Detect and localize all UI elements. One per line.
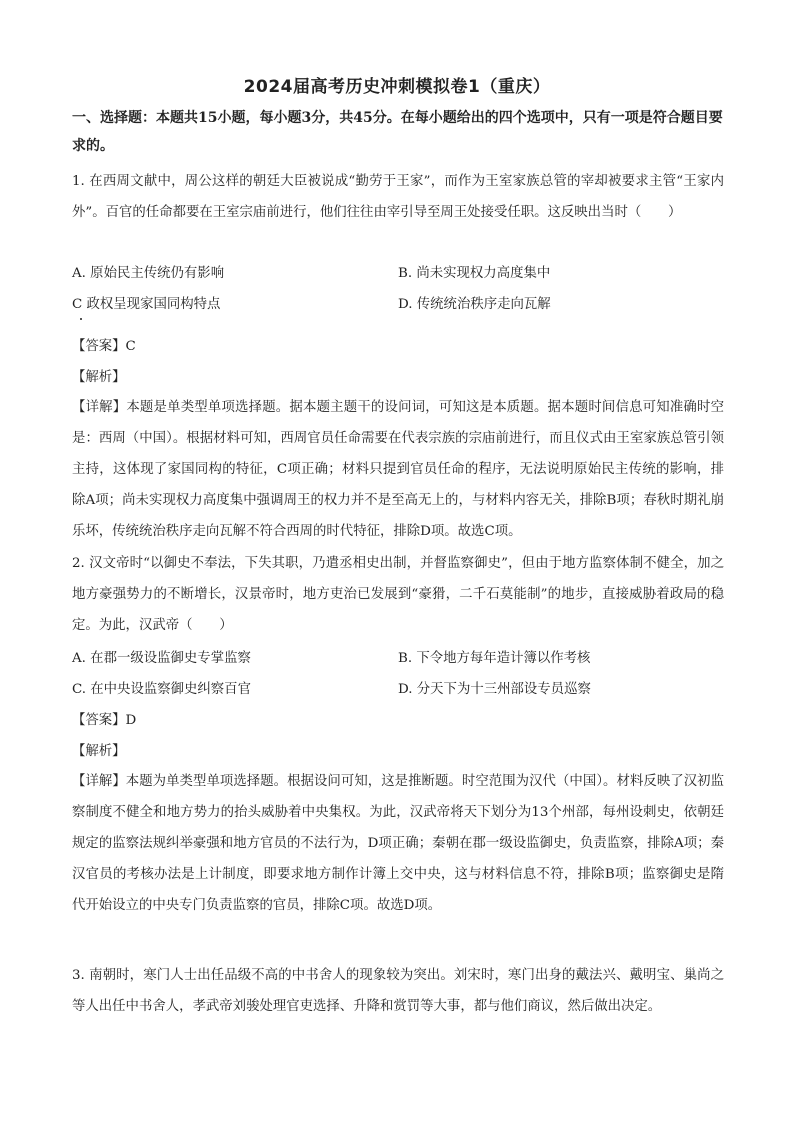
question-1-detail: 【详解】本题是单类型单项选择题。据本题主题干的设问词，可知这是本质题。据本题时间信息可知准确时空是：西周（中国）。根据材料可知，西周官员任命需要在代表宗族的宗庙前进行，而且仪式由王室家族总管引领主持，这体现了家国同构的特征，C项正确；材料只提到官员任命的程序，无法说明原始民主传统的影响，排除A项；尚未实现权力高度集中强调周王的权力并不是至高无上的，与材料内容无关，排除B项；春秋时期礼崩乐坏，传统统治秩序走向瓦解不符合西周的时代特征，排除D项。故选C项。: [72, 400, 724, 539]
question-2-option-b: B. 下令地方每年造计簿以作考核: [398, 651, 591, 666]
question-1-option-c: C 政权呈现家国同构特点: [72, 297, 221, 312]
question-3-stem: 3. 南朝时，寒门人士出任品级不高的中书舍人的现象较为突出。刘宋时，寒门出身的戴法兴、戴明宝、巢尚之等人出任中书舍人，孝武帝刘骏处理官吏选择、升降和赏罚等大事，都与他们商议，然后做出决定。: [72, 968, 724, 1014]
question-2-option-a: A. 在郡一级设监御史专掌监察: [72, 651, 251, 666]
question-1-stem: 1. 在西周文献中，周公这样的朝廷大臣被说成“勤劳于王家”，而作为王室家族总管的宰却被要求主管“王家内外”。百官的任命都要在王室宗庙前进行，他们往往由宰引导至周王处接受任职。这反映出当时（ ）: [72, 174, 724, 220]
question-2-stem: 2. 汉文帝时“以御史不奉法，下失其职，乃遣丞相史出制，并督监察御史”，但由于地方监察体制不健全，加之地方豪强势力的不断增长，汉景帝时，地方吏治已发展到“豪猾，二千石莫能制”的地步，直接威胁着政局的稳定。为此，汉武帝（ ）: [72, 556, 724, 633]
question-1-option-b: B. 尚未实现权力高度集中: [398, 266, 551, 281]
question-1-answer: 【答案】C: [72, 339, 136, 354]
question-1-option-a: A. 原始民主传统仍有影响: [72, 266, 225, 281]
section-heading: 一、选择题：本题共15小题，每小题3分，共45分。在每小题给出的四个选项中，只有一项是符合题目要求的。: [72, 110, 723, 154]
question-2-answer: 【答案】D: [72, 713, 137, 728]
question-2-option-c: C. 在中央设监察御史纠察百官: [72, 682, 251, 697]
question-1-option-d: D. 传统统治秩序走向瓦解: [398, 297, 551, 312]
question-2-analysis-label: 【解析】: [72, 744, 126, 759]
document-title: 2024届高考历史冲刺模拟卷1（重庆）: [243, 77, 551, 97]
stray-dot: [80, 318, 82, 320]
question-2-detail: 【详解】本题为单类型单项选择题。根据设问可知，这是推断题。时空范围为汉代（中国）。材料反映了汉初监察制度不健全和地方势力的抬头威胁着中央集权。为此，汉武帝将天下划分为13个州部，每州设刺史，依朝廷规定的监察法规纠举豪强和地方官员的不法行为，D项正确；秦朝在郡一级设监御史，负责监察，排除A项；秦汉官员的考核办法是上计制度，即要求地方制作计簿上交中央，这与材料信息不符，排除B项；监察御史是隋代开始设立的中央专门负责监察的官员，排除C项。故选D项。: [72, 774, 724, 913]
question-1-analysis-label: 【解析】: [72, 370, 126, 385]
question-2-option-d: D. 分天下为十三州部设专员巡察: [398, 682, 591, 697]
